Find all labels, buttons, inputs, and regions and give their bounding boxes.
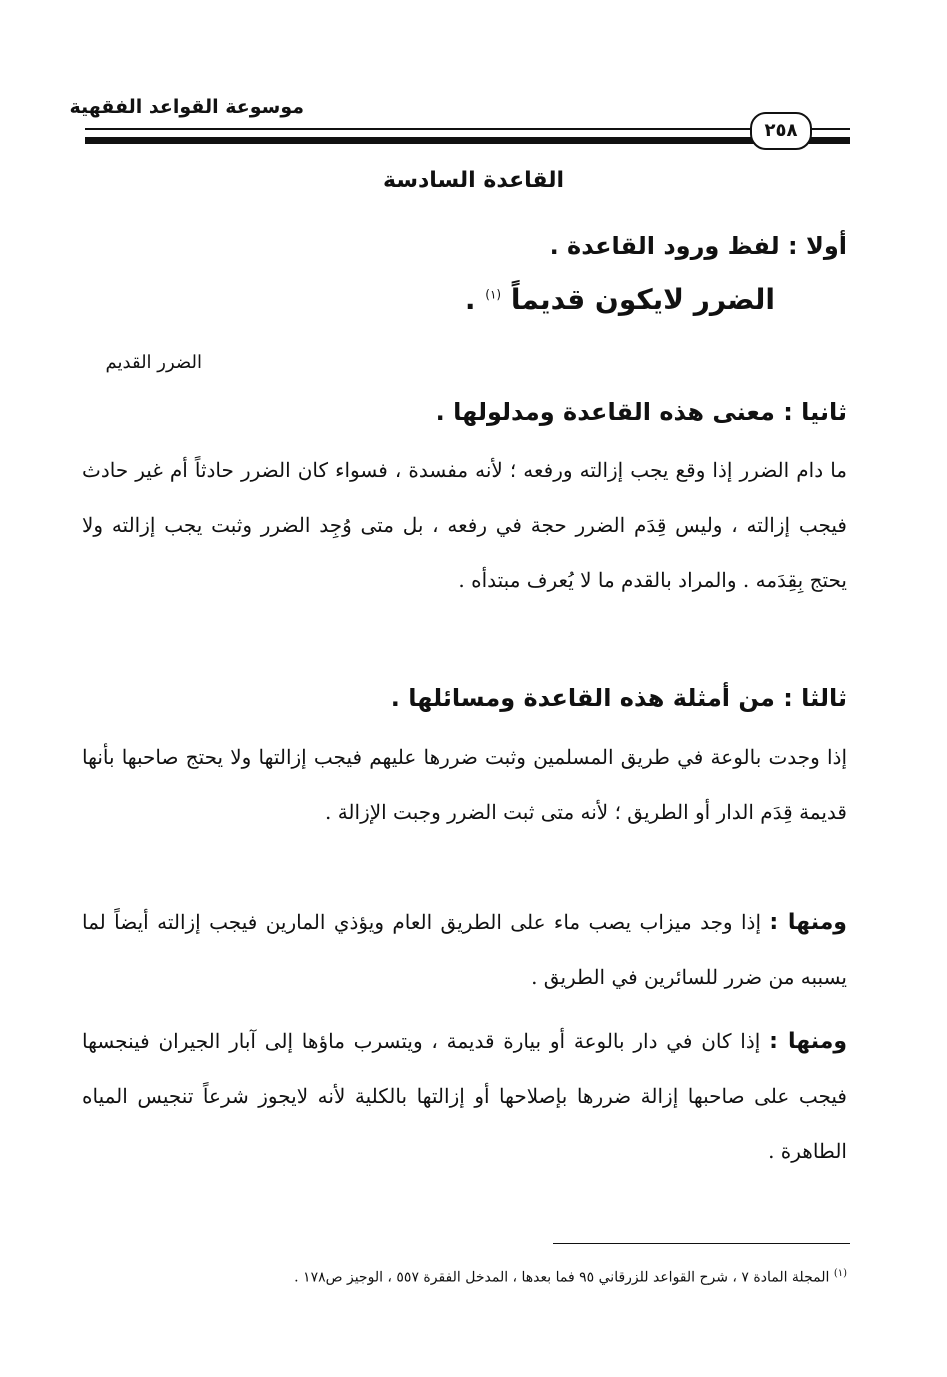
example-lead-2: ومنها : [769,910,847,935]
example-paragraph-3 [82,1014,847,1179]
meaning-paragraph: ما دام الضرر إذا وقع يجب إزالته ورفعه ؛ لأنه مفسدة ، فسواء كان الضرر حادثاً أم غير حادث فيجب إزالته ، وليس قِدَم الضرر حجة في رفعه ، بل متى وُجِد الضرر وثبت يجب إزالته ولا يحتج بِقِدَمه . والمراد بالقدم ما لا يُعرف مبتدأه . [82,458,847,592]
sub-title: الضرر القديم [105,352,202,373]
example-text-2: إذا وجد ميزاب يصب ماء على الطريق العام ويؤذي المارين فيجب إزالته أيضاً لما يسببه من ضرر للسائرين في الطريق . [82,910,847,989]
example-paragraph-1: إذا وجدت بالوعة في طريق المسلمين وثبت ضررها عليهم فيجب إزالتها ولا يحتج صاحبها بأنها قديمة قِدَم الدار أو الطريق ؛ لأنه متى ثبت الضرر وجبت الإزالة . [82,745,847,824]
example-lead-3: ومنها : [769,1029,847,1054]
section-heading-2: ثانيا : معنى هذه القاعدة ومدلولها . [435,398,847,426]
page-number: ٢٥٨ [750,112,812,150]
footnote-text: المجلة المادة ٧ ، شرح القواعد للزرقاني ٩٥ فما بعدها ، المدخل الفقرة ٥٥٧ ، الوجيز ص١٧٨ . [294,1269,830,1286]
footnote-reference: (١) [485,287,502,302]
example-text-3: إذا كان في دار بالوعة أو بيارة قديمة ، ويتسرب ماؤها إلى آبار الجيران فينجسها فيجب على صاحبها إزالة ضررها بإصلاحها أو إزالتها بالكلية لأنه لايجوز شرعاً تنجيس المياه الطاهرة . [82,1029,847,1163]
rule-text-end: . [464,283,476,316]
rule-text-body: الضرر لايكون قديماً [510,283,775,316]
section-heading-1: أولا : لفظ ورود القاعدة . [549,232,847,260]
running-title: موسوعة القواعد الفقهية [69,96,304,118]
rule-heading: القاعدة السادسة [383,168,564,193]
header-rule-thin [85,128,850,130]
section-heading-3: ثالثا : من أمثلة هذه القاعدة ومسائلها . [390,684,847,712]
footnote-separator [553,1243,850,1244]
example-paragraph-2 [82,895,847,1005]
rule-text [465,283,775,316]
footnote [294,1268,847,1286]
header-rule-thick [85,137,850,144]
footnote-marker: (١) [833,1268,847,1279]
